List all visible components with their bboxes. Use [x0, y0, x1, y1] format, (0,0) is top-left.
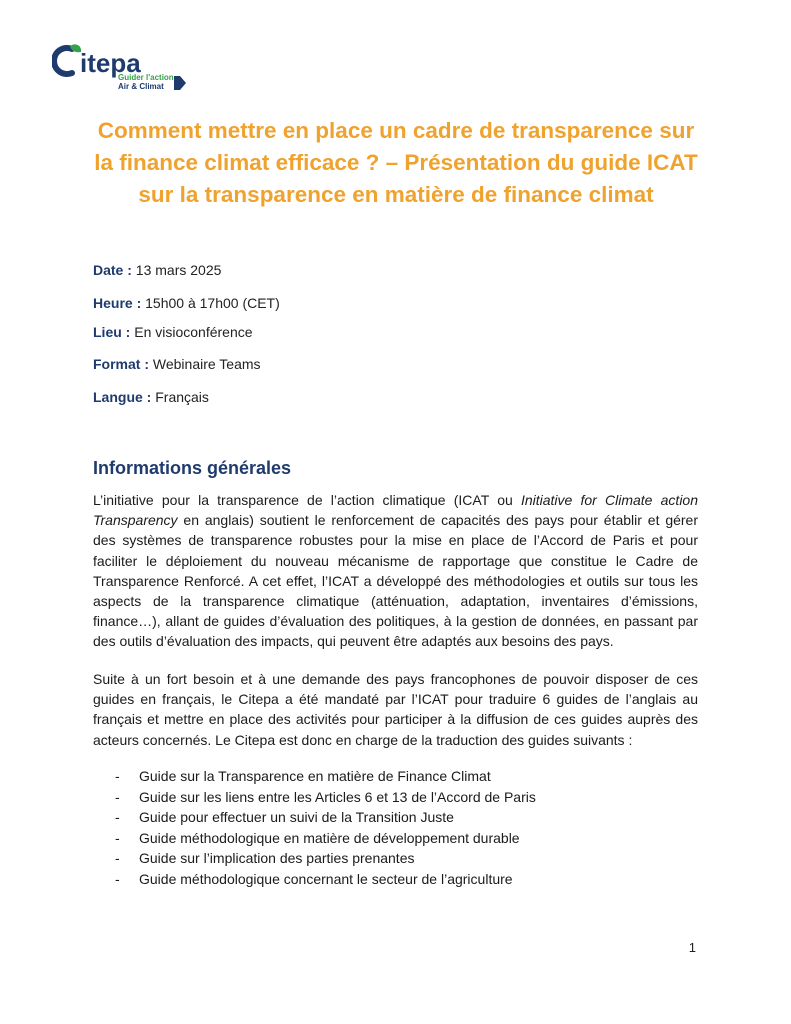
- para1-text-a: L’initiative pour la transparence de l’action climatique (ICAT ou: [93, 492, 521, 508]
- list-marker: -: [115, 870, 120, 887]
- list-marker: -: [115, 809, 120, 826]
- logo-tagline-1: Guider l'action: [118, 73, 174, 82]
- list-item-text: Guide méthodologique en matière de développement durable: [139, 829, 520, 846]
- meta-format: [93, 354, 693, 374]
- list-item: [115, 787, 695, 808]
- logo-wordmark: itepa: [80, 48, 141, 78]
- list-item: [115, 766, 695, 787]
- list-item-text: Guide méthodologique concernant le secteur de l’agriculture: [139, 870, 513, 887]
- title-line-3: sur la transparence en matière de finance climat: [138, 182, 654, 207]
- context-paragraph: Suite à un fort besoin et à une demande des pays francophones de pouvoir disposer de ces guides en français, le Citepa a été mandaté par l’ICAT pour traduire 6 guides de l’anglais au français et mettre en place des activités pour participer à la diffusion de ces guides auprès des acteurs concernés. Le Citepa est donc en charge de la traduction des guides suivants :: [93, 671, 698, 748]
- meta-language: [93, 387, 693, 407]
- list-marker: -: [115, 829, 120, 846]
- meta-label: Langue :: [93, 388, 152, 405]
- logo-tagline-2: Air & Climat: [118, 82, 164, 91]
- guide-list: [115, 766, 695, 890]
- meta-value: En visioconférence: [130, 323, 253, 340]
- event-details: [93, 260, 693, 419]
- list-marker: -: [115, 788, 120, 805]
- meta-location: [93, 322, 693, 342]
- meta-label: Date :: [93, 262, 132, 278]
- meta-label: Lieu :: [93, 323, 131, 340]
- list-marker: -: [115, 850, 120, 867]
- meta-date: [93, 260, 693, 280]
- meta-value: Webinaire Teams: [149, 356, 261, 372]
- meta-value: 15h00 à 17h00 (CET): [141, 294, 280, 311]
- list-item: [115, 869, 695, 890]
- para1-italic: Initiative for Climate action Transparency: [93, 492, 698, 529]
- meta-value: 13 mars 2025: [131, 262, 222, 278]
- document-title: [80, 115, 712, 211]
- citepa-logo: [52, 40, 192, 96]
- list-item-text: Guide sur l’implication des parties prenantes: [139, 850, 415, 867]
- meta-label: Format :: [93, 356, 149, 372]
- title-line-2: la finance climat efficace ? – Présentation du guide ICAT: [94, 150, 698, 175]
- list-item-text: Guide sur la Transparence en matière de Finance Climat: [139, 768, 491, 784]
- list-item: [115, 807, 695, 828]
- meta-time: [93, 293, 693, 313]
- intro-paragraph: [93, 490, 698, 652]
- page-number: 1: [688, 940, 696, 955]
- list-item-text: Guide pour effectuer un suivi de la Transition Juste: [139, 809, 454, 826]
- list-item-text: Guide sur les liens entre les Articles 6 et 13 de l’Accord de Paris: [139, 788, 536, 805]
- citepa-logo-graphic: [52, 40, 192, 96]
- section-heading: Informations générales: [93, 458, 292, 478]
- meta-label: Heure :: [93, 294, 142, 311]
- list-marker: -: [115, 768, 120, 784]
- list-item: [115, 828, 695, 849]
- para1-text-b: en anglais) soutient le renforcement de capacités des pays pour établir et gérer des systèmes de transparence robustes pour la mise en place de l’Accord de Paris et pour faciliter le déploiement du nouveau mécanisme de rapportage que constitue le Cadre de Transparence Renforcé. A cet effet, l’ICAT a développé des méthodologies et outils sur tous les aspects de la transparence climatique (atténuation, adaptation, inventaires d’émissions, finance…), allant de guides d’évaluation des politiques, à la gestion de données, en passant par des outils d’évaluation des impacts, qui peuvent être adaptés aux besoins des pays.: [93, 512, 698, 650]
- list-item: [115, 848, 695, 869]
- title-line-1: Comment mettre en place un cadre de transparence sur: [97, 118, 695, 143]
- meta-value: Français: [151, 388, 209, 405]
